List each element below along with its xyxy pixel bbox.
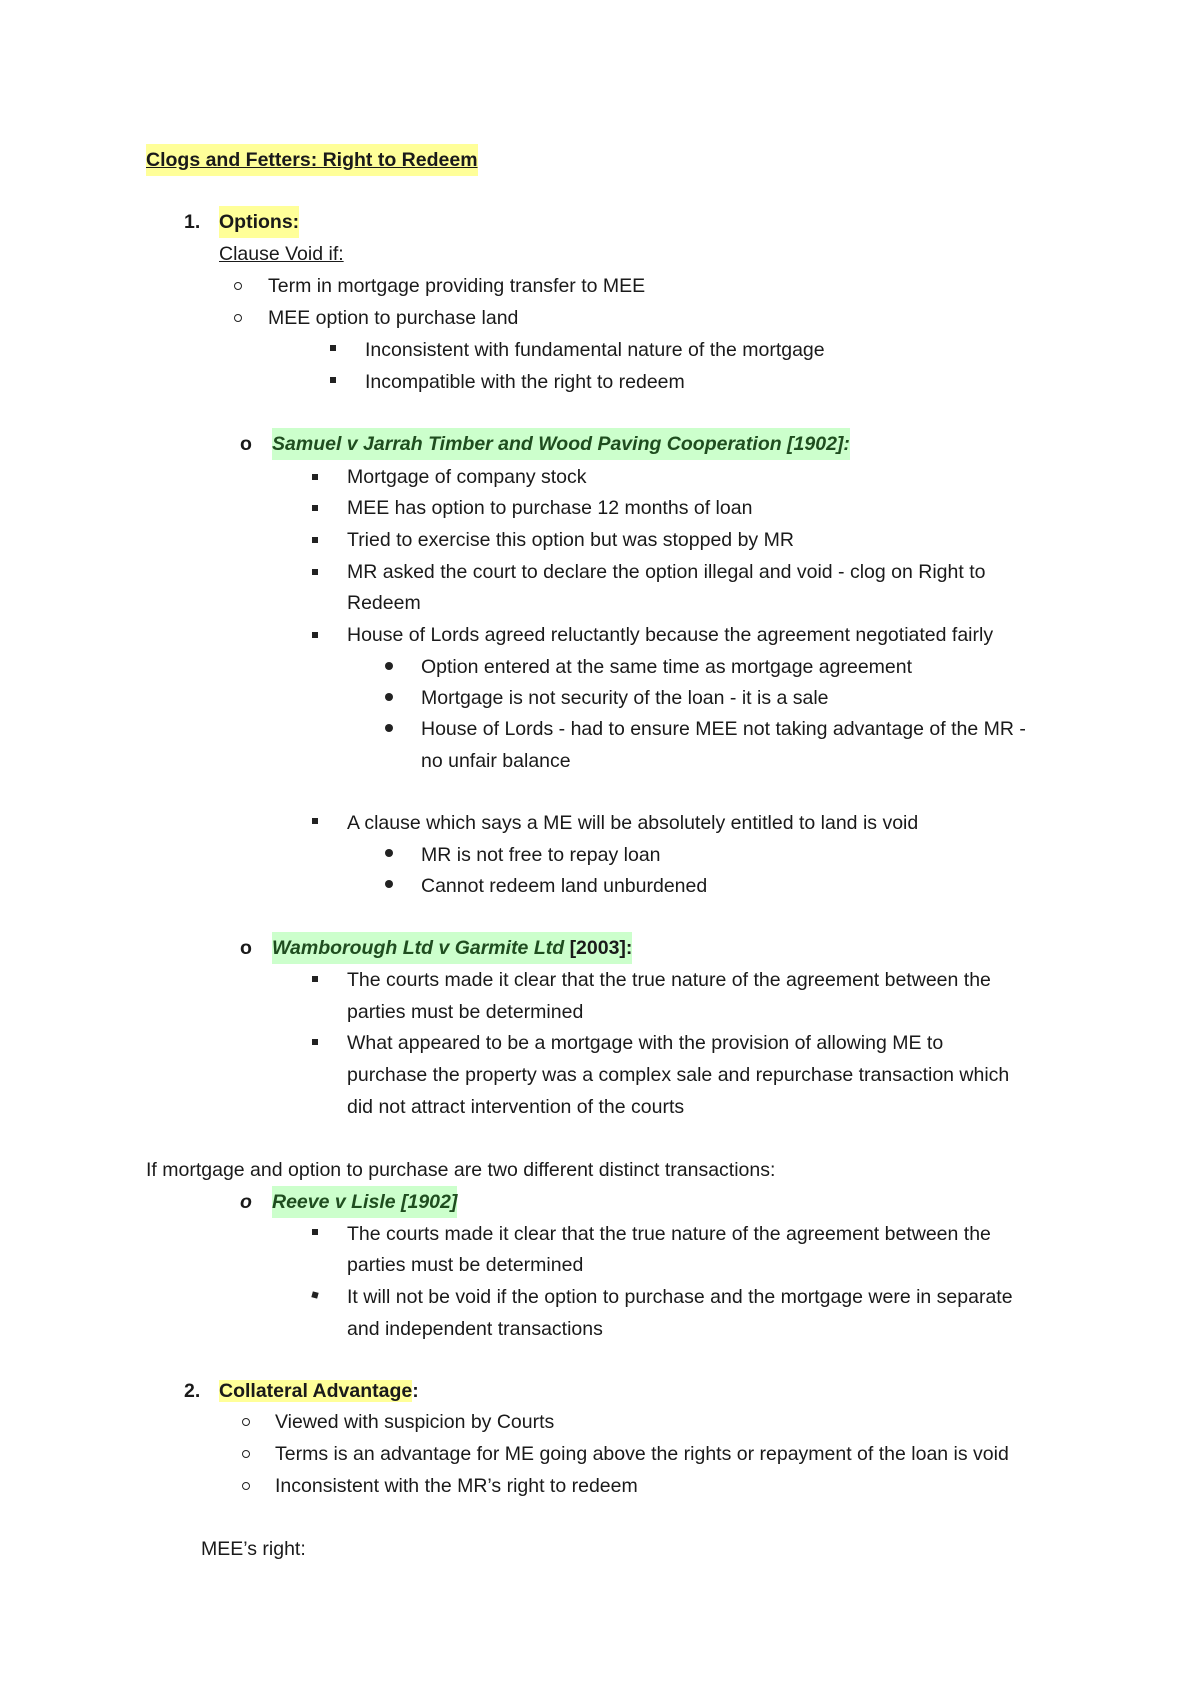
list-item: Inconsistent with fundamental nature of the mortgage bbox=[365, 339, 825, 361]
list-item: What appeared to be a mortgage with the provision of allowing ME to bbox=[347, 1032, 944, 1054]
list-item: Mortgage is not security of the loan - it is a sale bbox=[421, 687, 829, 709]
clause-void-label: Clause Void if: bbox=[219, 243, 344, 265]
case-marker: o bbox=[240, 1191, 252, 1213]
list-item: House of Lords agreed reluctantly because the agreement negotiated fairly bbox=[347, 624, 994, 646]
document-title: Clogs and Fetters: Right to Redeem bbox=[146, 144, 478, 176]
list-item: Terms is an advantage for ME going above the rights or repayment of the loan is void bbox=[275, 1443, 1009, 1465]
case-heading-wamborough bbox=[272, 932, 632, 964]
mee-right-label: MEE’s right: bbox=[201, 1538, 306, 1560]
list-item-continuation: and independent transactions bbox=[347, 1318, 603, 1340]
list-item-continuation: did not attract intervention of the courts bbox=[347, 1096, 685, 1118]
list-item: Term in mortgage providing transfer to MEE bbox=[268, 275, 646, 297]
list-item-continuation: parties must be determined bbox=[347, 1254, 584, 1276]
list-item: Option entered at the same time as mortgage agreement bbox=[421, 656, 913, 678]
section-2-heading-line bbox=[219, 1375, 419, 1407]
list-item: MEE has option to purchase 12 months of loan bbox=[347, 497, 753, 519]
case-marker: o bbox=[240, 433, 252, 455]
section-2-number: 2. bbox=[184, 1380, 201, 1402]
list-item: Viewed with suspicion by Courts bbox=[275, 1411, 555, 1433]
list-item-continuation: parties must be determined bbox=[347, 1001, 584, 1023]
list-item: MR asked the court to declare the option illegal and void - clog on Right to bbox=[347, 561, 986, 583]
section-1-number: 1. bbox=[184, 211, 201, 233]
list-item: A clause which says a ME will be absolutely entitled to land is void bbox=[347, 812, 919, 834]
list-item: MR is not free to repay loan bbox=[421, 844, 661, 866]
list-item-continuation: no unfair balance bbox=[421, 750, 571, 772]
list-item: Inconsistent with the MR’s right to redeem bbox=[275, 1475, 638, 1497]
case-name-samuel: Samuel v Jarrah Timber and Wood Paving Cooperation [1902]: bbox=[272, 428, 850, 460]
case-name-wamborough: Wamborough Ltd v Garmite Ltd bbox=[272, 937, 565, 959]
list-item-continuation: Redeem bbox=[347, 592, 421, 614]
list-item: It will not be void if the option to purchase and the mortgage were in separate bbox=[347, 1286, 1013, 1308]
list-item: The courts made it clear that the true nature of the agreement between the bbox=[347, 1223, 991, 1245]
section-2-colon: : bbox=[412, 1380, 419, 1402]
list-item: Incompatible with the right to redeem bbox=[365, 371, 685, 393]
case-year: [2003]: bbox=[569, 937, 633, 959]
case-name-reeve: Reeve v Lisle [1902] bbox=[272, 1186, 457, 1218]
list-item: House of Lords - had to ensure MEE not taking advantage of the MR - bbox=[421, 718, 1026, 740]
list-item-continuation: purchase the property was a complex sale and repurchase transaction which bbox=[347, 1064, 1010, 1086]
list-item: Cannot redeem land unburdened bbox=[421, 875, 708, 897]
list-item: MEE option to purchase land bbox=[268, 307, 519, 329]
list-item: Mortgage of company stock bbox=[347, 466, 587, 488]
section-1-heading: Options: bbox=[219, 206, 299, 238]
list-item: The courts made it clear that the true nature of the agreement between the bbox=[347, 969, 991, 991]
paragraph-text: If mortgage and option to purchase are two different distinct transactions: bbox=[146, 1159, 776, 1181]
section-2-heading: Collateral Advantage bbox=[219, 1380, 413, 1402]
list-item: Tried to exercise this option but was stopped by MR bbox=[347, 529, 794, 551]
case-marker: o bbox=[240, 937, 252, 959]
